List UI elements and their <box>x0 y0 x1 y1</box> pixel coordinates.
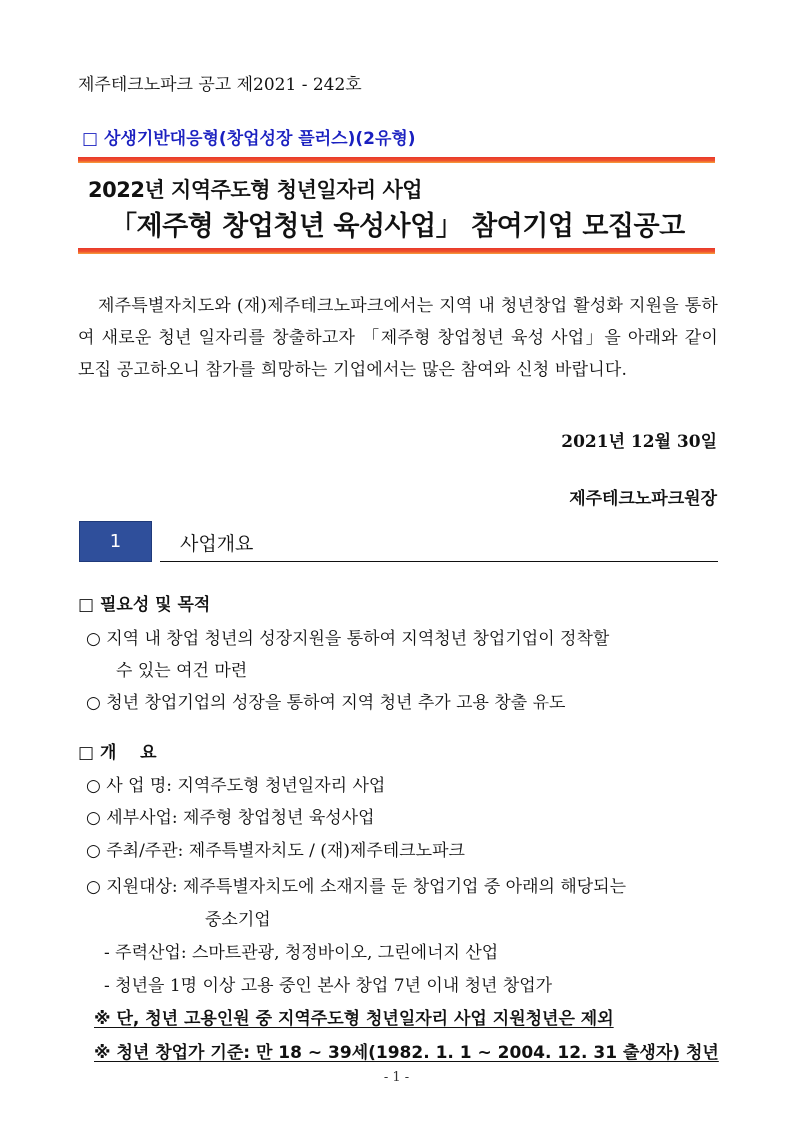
overview-item: ○ 지원대상: 제주특별자치도에 소재지를 둔 창업기업 중 아래의 해당되는 <box>86 877 627 897</box>
purpose-heading: □ 필요성 및 목적 <box>78 595 211 615</box>
overview-subitem: - 청년을 1명 이상 고용 중인 본사 창업 7년 이내 청년 창업가 <box>104 976 553 996</box>
overview-note: ※ 청년 창업가 기준: 만 18 ~ 39세(1982. 1. 1 ~ 2004. 12. 31 출생자) 청년 <box>94 1043 719 1063</box>
purpose-item: ○ 청년 창업기업의 성장을 통하여 지역 청년 추가 고용 창출 유도 <box>86 693 566 713</box>
page-number: - 1 - <box>383 1070 410 1085</box>
section-number-box: 1 <box>79 521 152 562</box>
category-label: □ 상생기반대응형(창업성장 플러스)(2유형) <box>82 129 416 149</box>
intro-paragraph: 제주특별자치도와 (재)제주테크노파크에서는 지역 내 청년창업 활성화 지원을 통하여 새로운 청년 일자리를 창출하고자 「제주형 창업청년 육성 사업」을 아래와 같이 모집 공고하오니 참가를 희망하는 기업에서는 많은 참여와 신청 바랍니다. <box>78 296 718 380</box>
issuer: 제주테크노파크원장 <box>569 489 717 509</box>
title-line1: 2022년 지역주도형 청년일자리 사업 <box>88 178 423 202</box>
overview-item: ○ 세부사업: 제주형 창업청년 육성사업 <box>86 808 375 828</box>
section-title: 사업개요 <box>180 533 254 555</box>
overview-heading: □ 개 요 <box>78 743 157 763</box>
title-line2: 「제주형 창업청년 육성사업」 참여기업 모집공고 <box>110 211 685 242</box>
section-underline <box>160 561 718 562</box>
purpose-item-continued: 수 있는 여건 마련 <box>116 661 248 681</box>
overview-subitem: - 주력산업: 스마트관광, 청정바이오, 그린에너지 산업 <box>104 943 499 963</box>
overview-item-continued: 중소기업 <box>205 910 271 930</box>
overview-note: ※ 단, 청년 고용인원 중 지역주도형 청년일자리 사업 지원청년은 제외 <box>94 1009 614 1029</box>
notice-number: 제주테크노파크 공고 제2021 - 242호 <box>78 75 362 95</box>
purpose-item: ○ 지역 내 창업 청년의 성장지원을 통하여 지역청년 창업기업이 정착할 <box>86 629 610 649</box>
overview-item: ○ 주최/주관: 제주특별자치도 / (재)제주테크노파크 <box>86 841 465 861</box>
title-bar-bottom <box>78 248 715 254</box>
title-bar-top <box>78 157 715 163</box>
overview-item: ○ 사 업 명: 지역주도형 청년일자리 사업 <box>86 776 386 796</box>
announcement-date: 2021년 12월 30일 <box>561 432 717 452</box>
